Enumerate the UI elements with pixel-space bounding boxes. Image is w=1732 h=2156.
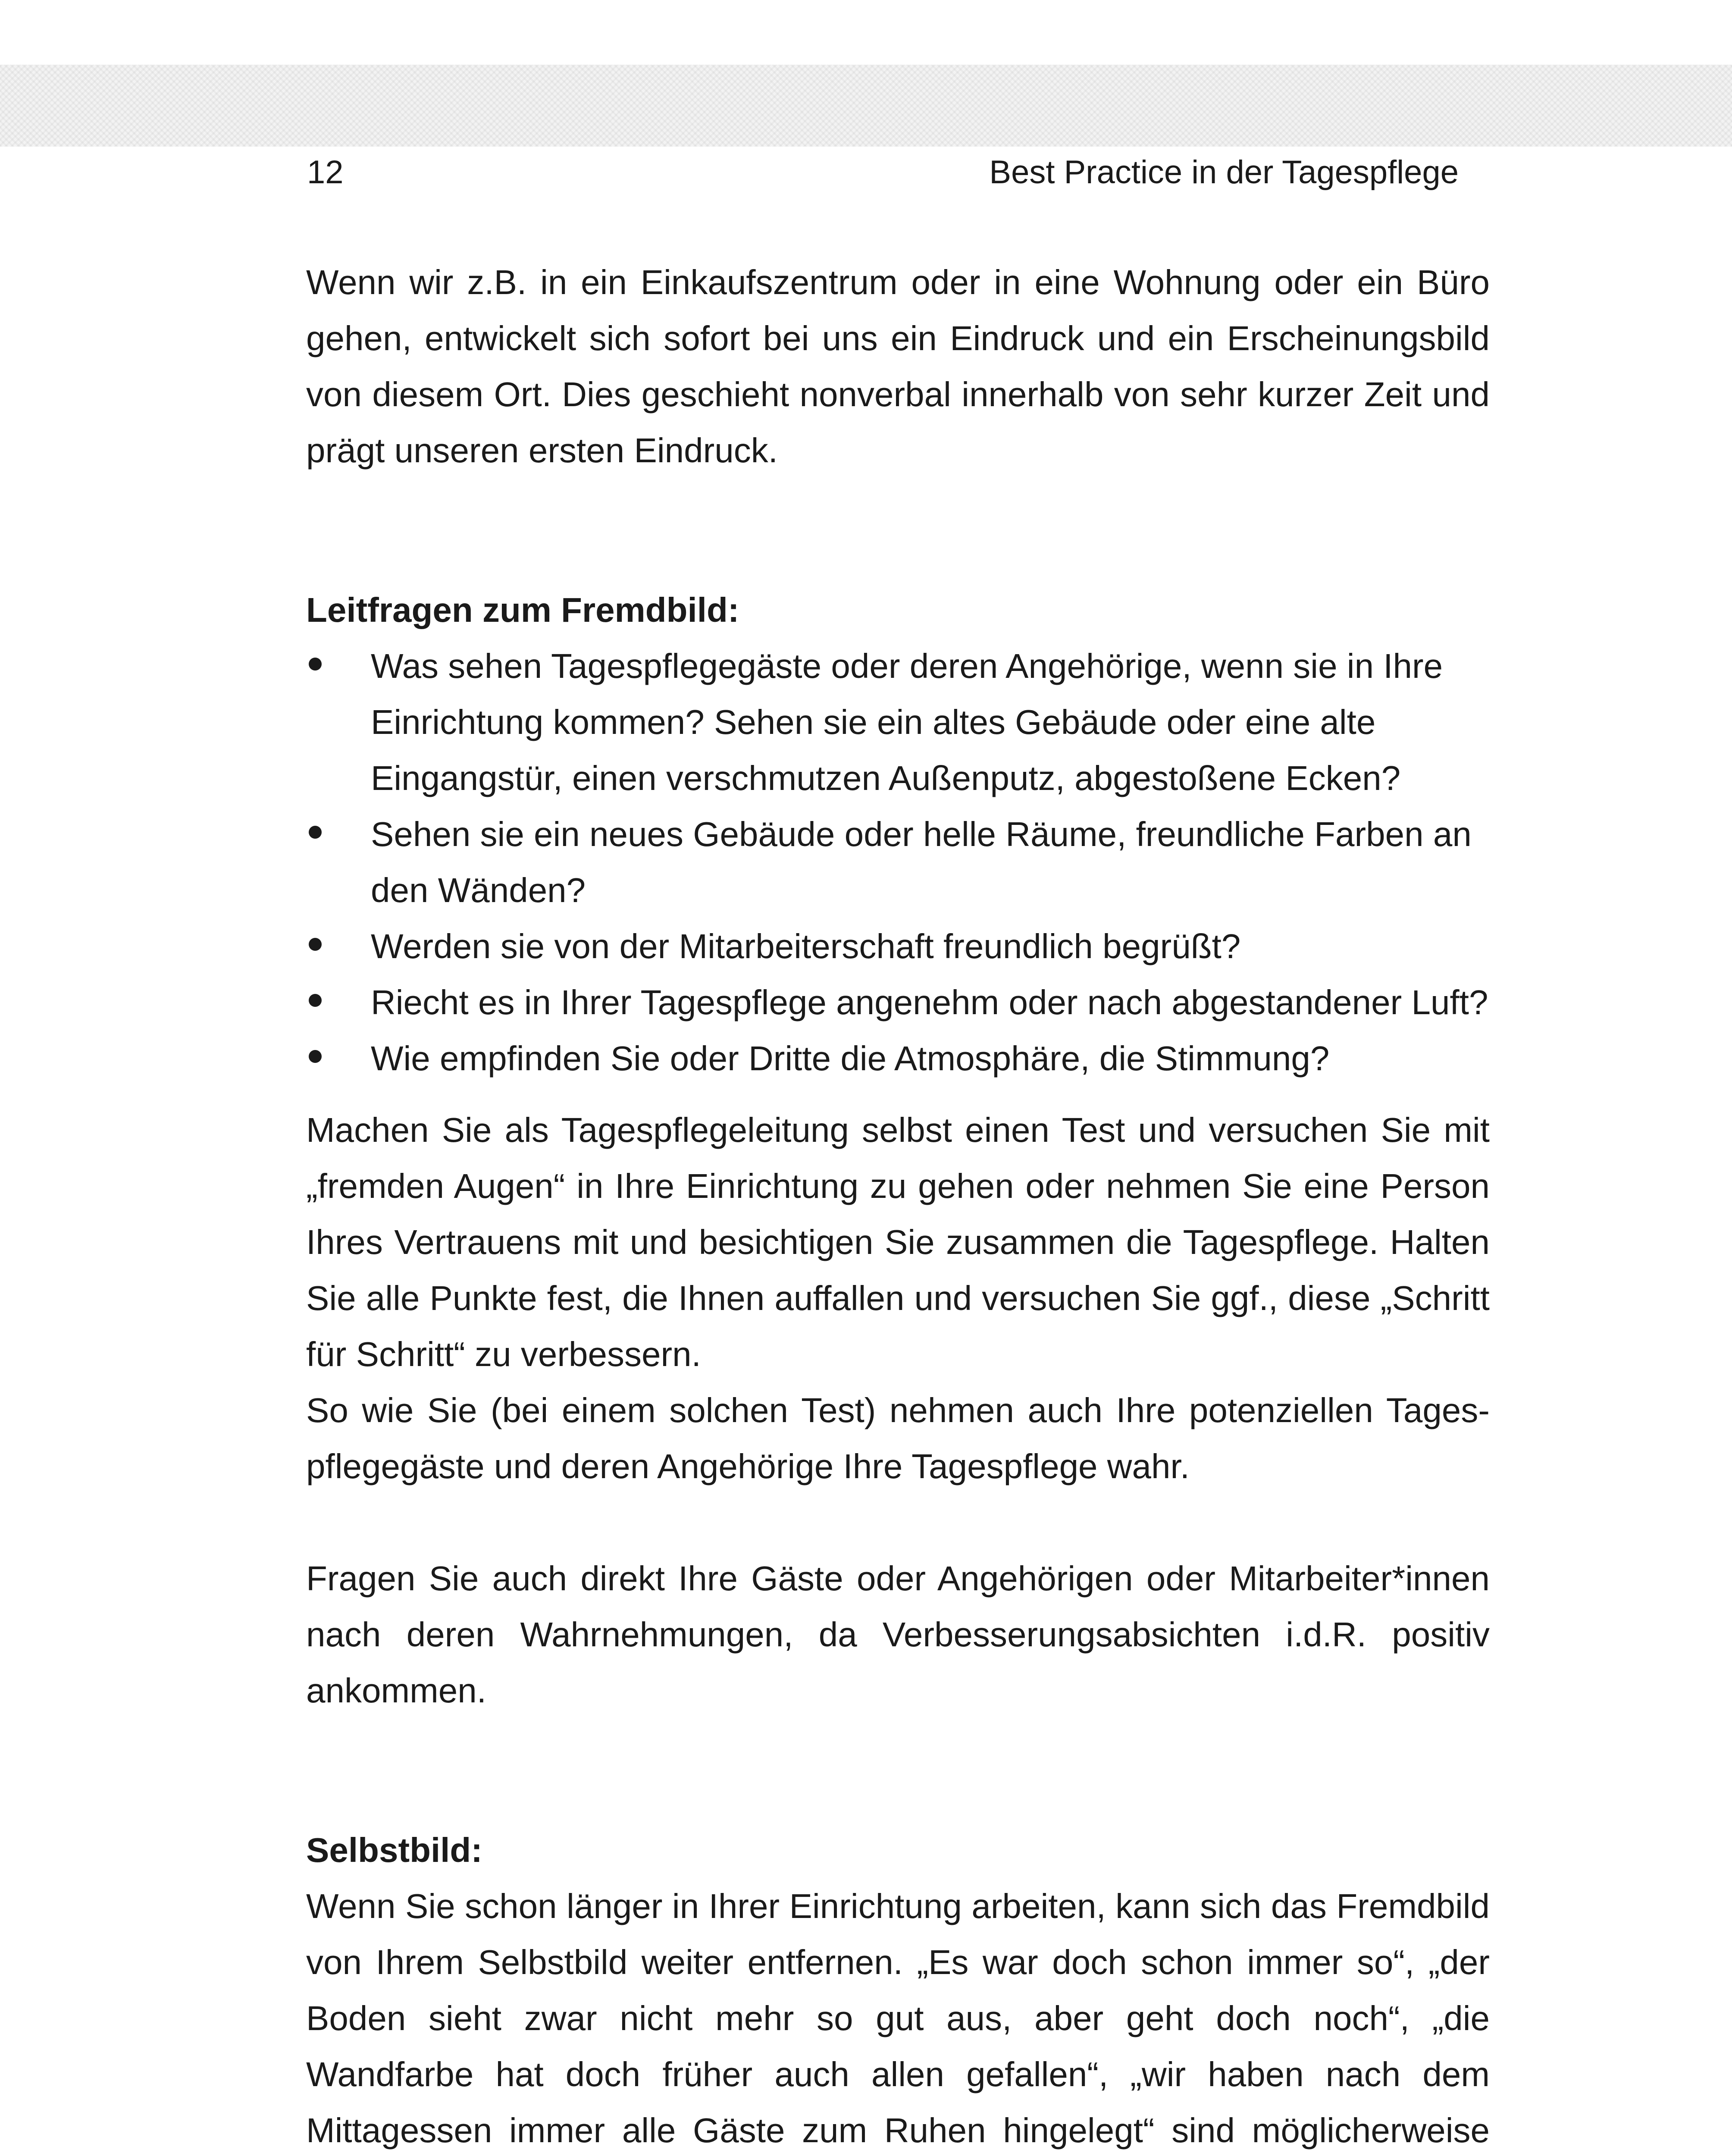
list-item-text: Sehen sie ein neues Gebäude oder helle Räume, freundliche Farben an den Wänden? <box>371 815 1472 909</box>
running-title: Best Practice in der Tagespflege <box>989 154 1459 191</box>
list-item <box>306 975 1490 1031</box>
list-item-text: Riecht es in Ihrer Tagespflege angenehm oder nach abgestandener Luft? <box>371 983 1488 1022</box>
fremdbild-question-list <box>306 638 1490 1087</box>
list-item <box>306 806 1490 918</box>
page-body <box>306 254 1490 2156</box>
page-number: 12 <box>307 154 344 191</box>
perception-paragraph: So wie Sie (bei einem solchen Test) nehmen auch Ihre potenziellen Tagespflegegäste und deren Angehörige Ihre Tagespflege wahr. <box>306 1391 1490 1485</box>
selbstbild-paragraph: Wenn Sie schon länger in Ihrer Einrichtung arbeiten, kann sich das Fremdbild von Ihrem Selbstbild weiter entfernen. „Es war doch schon immer so“, „der Boden sieht zwar nicht mehr so gut aus, aber geht doch noch“, „die Wandfarbe hat doch früher auch allen gefallen“, „wir haben nach dem Mittagessen immer alle Gäste zum Ruhen hingelegt“ sind möglicherweise <box>306 1887 1490 2150</box>
list-item-text: Was sehen Tagespflegegäste oder deren Angehörige, wenn sie in Ihre Einrichtung kommen? Sehen sie ein altes Gebäude oder eine alte Eingangstür, einen verschmutzen Außenputz, abgestoßene Ecken? <box>371 647 1443 797</box>
bullet-icon <box>309 826 322 839</box>
list-item <box>306 638 1490 806</box>
test-paragraph: Machen Sie als Tagespflegeleitung selbst einen Test und versuchen Sie mit „fremden Augen“ in Ihre Einrichtung zu gehen oder nehmen Sie eine Person Ihres Vertrauens mit und besichtigen Sie zusammen die Tagespflege. Halten Sie alle Punkte fest, die Ihnen auffallen und versuchen Sie ggf., diese „Schritt für Schritt“ zu verbessern. <box>306 1111 1490 1373</box>
ask-guests-paragraph: Fragen Sie auch direkt Ihre Gäste oder Angehörigen oder Mitarbeiter*innen nach deren Wahrnehmungen, da Verbesserungsabsichten i.d.R. positiv ankommen. <box>306 1559 1490 1710</box>
list-item-text: Werden sie von der Mitarbeiterschaft freundlich begrüßt? <box>371 927 1241 965</box>
fremdbild-heading: Leitfragen zum Fremdbild: <box>306 591 739 629</box>
list-item <box>306 918 1490 975</box>
bullet-icon <box>309 1050 322 1063</box>
bullet-icon <box>309 658 322 671</box>
selbstbild-heading: Selbstbild: <box>306 1831 482 1869</box>
intro-paragraph: Wenn wir z.B. in ein Einkaufszentrum oder in eine Wohnung oder ein Büro gehen, entwickelt sich sofort bei uns ein Eindruck und ein Erscheinungsbild von diesem Ort. Dies geschieht nonverbal innerhalb von sehr kurzer Zeit und prägt unseren ersten Eindruck. <box>306 263 1490 470</box>
list-item-text: Wie empfinden Sie oder Dritte die Atmosphäre, die Stimmung? <box>371 1039 1330 1078</box>
list-item <box>306 1031 1490 1087</box>
running-header <box>0 65 1732 191</box>
bullet-icon <box>309 994 322 1007</box>
bullet-icon <box>309 938 322 951</box>
